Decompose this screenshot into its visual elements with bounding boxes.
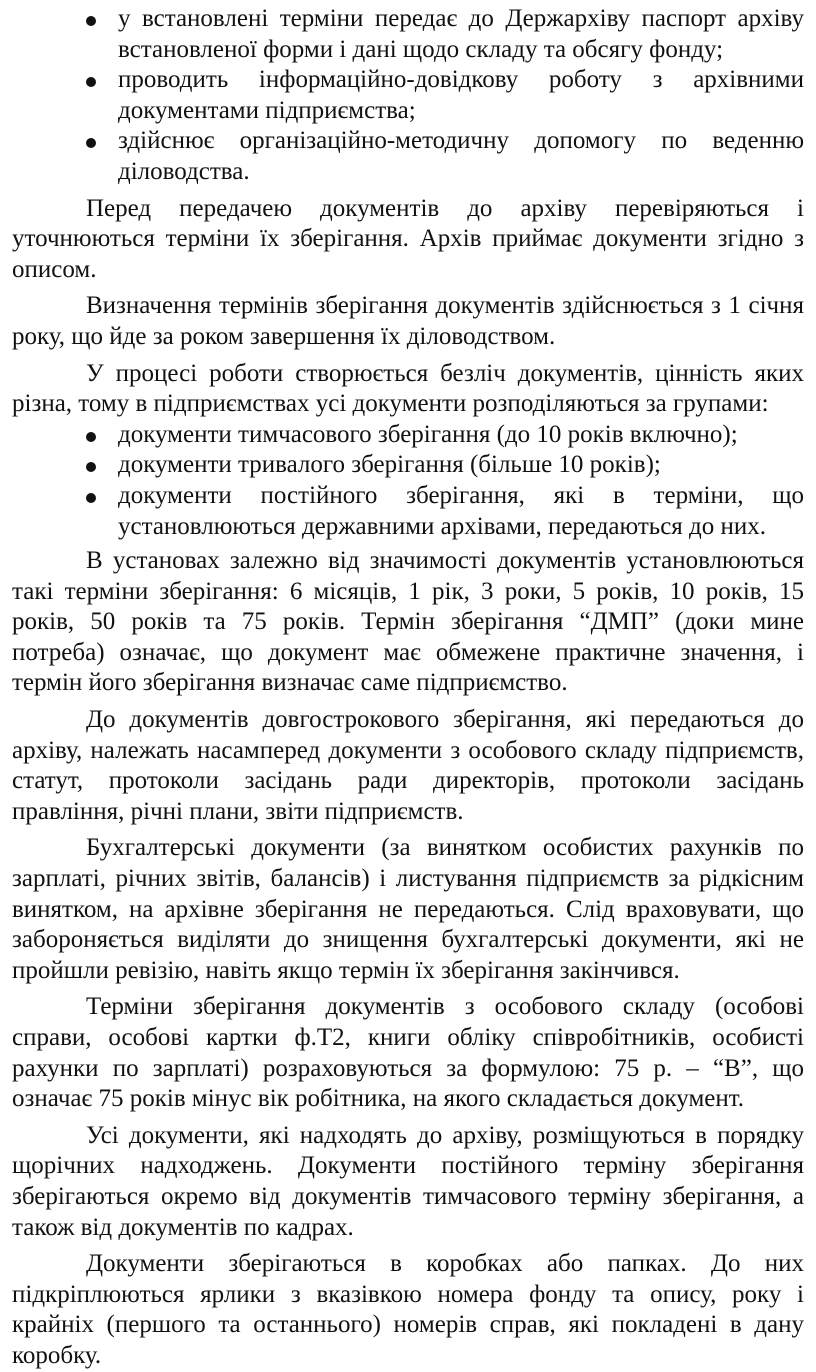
bullet-dot-icon	[86, 432, 96, 442]
paragraph: В установах залежно від значимості документів установлюються такі терміни зберігання: 6 місяців, 1 рік, 3 роки, 5 років, 10 років, 15 років, 50 років та 75 років. Термін зберігання “ДМП” (доки мине потреба) означає, що документ має обмежене практичне значення, і термін його зберігання визначає саме підприємство.	[12, 547, 804, 697]
bullet-item: у встановлені терміни передає до Держархіву паспорт архіву встановленої форми і дані щодо складу та обсягу фонду;	[86, 4, 804, 65]
paragraph: Визначення термінів зберігання документів здійснюється з 1 січня року, що йде за роком завершення їх діловодством.	[12, 292, 804, 350]
bullet-item: документи постійного зберігання, які в терміни, що установлюються державними архівами, передаються до них.	[86, 481, 804, 542]
bullet-item: документи тривалого зберігання (більше 10 років);	[86, 450, 804, 481]
paragraph: У процесі роботи створюється безліч документів, цінність яких різна, тому в підприємствах усі документи розподіляються за групами:	[12, 359, 804, 418]
bullet-item: проводить інформаційно-довідкову роботу з архівними документами підприємства;	[86, 65, 804, 126]
bullet-dot-icon	[86, 138, 96, 148]
bullet-item: документи тимчасового зберігання (до 10 років включно);	[86, 420, 804, 451]
paragraph: Бухгалтерські документи (за винятком особистих рахунків по зарплаті, річних звітів, балансів) і листування підприємств за рідкісним винятком, на архівне зберігання не передаються. Слід враховувати, що забороняється виділяти до знищення бухгалтерські документи, які не пройшли ревізію, навіть якщо термін їх зберігання закінчився.	[12, 834, 804, 984]
bullet-item: здійснює організаційно-методичну допомогу по веденню діловодства.	[86, 126, 804, 187]
paragraph: Усі документи, які надходять до архіву, розміщуються в порядку щорічних надходжень. Документи постійного терміну зберігання зберігаються окремо від документів тимчасового терміну зберігання, а також від документів по кадрах.	[12, 1121, 804, 1241]
paragraph: Терміни зберігання документів з особового складу (особові справи, особові картки ф.Т2, книги обліку співробітників, особисті рахунки по зарплаті) розраховуються за формулою: 75 р. – “В”, що означає 75 років мінус вік робітника, на якого складається документ.	[12, 993, 804, 1113]
bullet-dot-icon	[86, 16, 96, 26]
paragraph: До документів довгострокового зберігання, які передаються до архіву, належать насамперед документи з особового складу підприємств, статут, протоколи засідань ради директорів, протоколи засідань правління, річні плани, звіти підприємств.	[12, 706, 804, 825]
paragraph: Перед передачею документів до архіву перевіряються і уточнюються терміни їх зберігання. Архів приймає документи згідно з описом.	[12, 194, 804, 283]
paragraph: Документи зберігаються в коробках або папках. До них підкріплюються ярлики з вказівкою номера фонду та опису, року і крайніх (першого та останнього) номерів справ, які покладені в дану коробку.	[12, 1250, 804, 1369]
bullet-dot-icon	[86, 493, 96, 503]
bullet-dot-icon	[86, 77, 96, 87]
bullet-dot-icon	[86, 462, 96, 472]
